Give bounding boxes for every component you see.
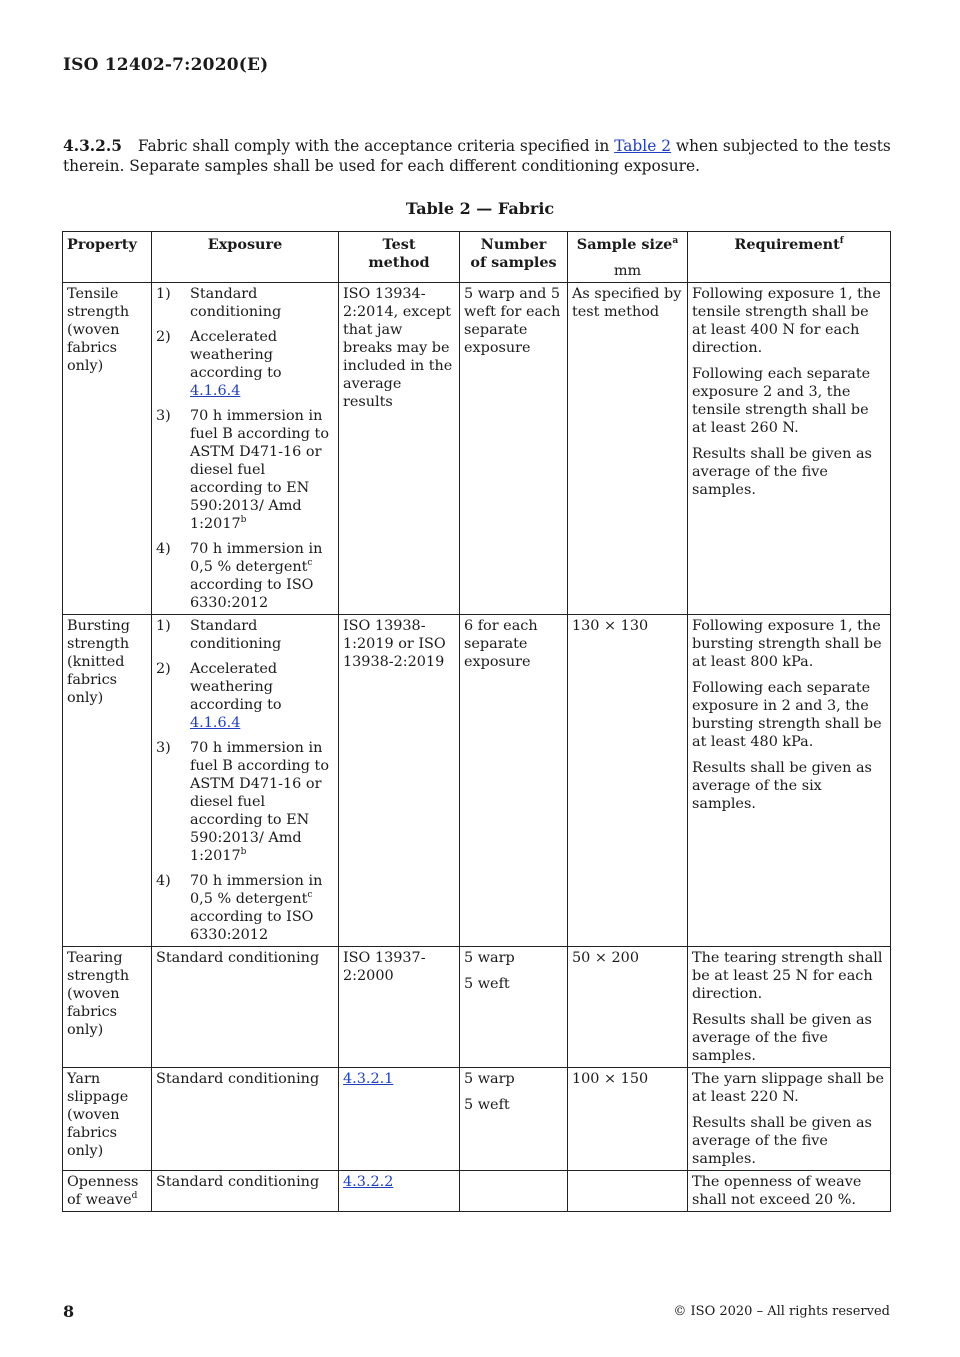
cell-sample-size: [568, 1171, 688, 1212]
clause-text-after: when subjected to the tests therein. Separate samples shall be used for each different conditioning exposure.: [63, 137, 891, 175]
cell-requirement: The openness of weave shall not exceed 20 %.: [688, 1171, 891, 1212]
cell-sample-size: 130 × 130: [568, 615, 688, 947]
exposure-item: 4) 70 h immersion in 0,5 % detergent$^c$ according to ISO 6330:2012: [156, 541, 323, 611]
cell-test-method: [339, 1068, 460, 1171]
cell-sample-size: 100 × 150: [568, 1068, 688, 1171]
clause-link-4-1-6-4[interactable]: 4.1.6.4: [190, 383, 241, 399]
cell-number-of-samples: [460, 1171, 568, 1212]
cell-property: Tearing strength (woven fabrics only): [63, 947, 152, 1068]
table-row-bursting-strength: [63, 615, 891, 947]
header-test-method: Test method: [339, 232, 460, 283]
exposure-item: 1) Standard conditioning: [156, 618, 282, 652]
header-exposure: Exposure: [152, 232, 339, 283]
table-row-tensile-strength: [63, 283, 891, 615]
cell-property: Openness of weave$^d$: [63, 1171, 152, 1212]
cell-exposure: Standard conditioning: [152, 947, 339, 1068]
cell-test-method: [339, 1171, 460, 1212]
sample-size-unit: mm: [613, 263, 642, 279]
clause-link-4-3-2-1[interactable]: 4.3.2.1: [343, 1071, 394, 1087]
header-number-of-samples: Number of samples: [460, 232, 568, 283]
cell-sample-size: As specified by test method: [568, 283, 688, 615]
table-2-link[interactable]: Table 2: [614, 137, 671, 155]
fabric-table: [62, 231, 891, 1212]
cell-number-of-samples: 5 warp 5 weft: [460, 947, 568, 1068]
clause-number: 4.3.2.5: [63, 137, 122, 155]
table-row-tearing-strength: [63, 947, 891, 1068]
exposure-item: 2) Accelerated weathering according to 4.1.6.4: [156, 329, 282, 399]
clause-link-4-1-6-4[interactable]: 4.1.6.4: [190, 715, 241, 731]
clause-text-before: Fabric shall comply with the acceptance criteria specified in: [137, 137, 615, 155]
header-property: Property: [63, 232, 152, 283]
exposure-item: 2) Accelerated weathering according to 4.1.6.4: [156, 661, 282, 731]
cell-property: Yarn slippage (woven fabrics only): [63, 1068, 152, 1171]
cell-exposure: [152, 283, 339, 615]
cell-test-method: ISO 13934-2:2014, except that jaw breaks may be included in the average results: [339, 283, 460, 615]
exposure-item: 1) Standard conditioning: [156, 286, 282, 320]
table-row-openness-of-weave: [63, 1171, 891, 1212]
page-number: 8: [63, 1302, 75, 1321]
exposure-item: 3) 70 h immersion in fuel B according to ASTM D471-16 or diesel fuel according to EN 590:2013/ Amd 1:2017$^b$: [156, 740, 329, 864]
cell-test-method: ISO 13938-1:2019 or ISO 13938-2:2019: [339, 615, 460, 947]
cell-property: Bursting strength (knitted fabrics only): [63, 615, 152, 947]
cell-test-method: ISO 13937-2:2000: [339, 947, 460, 1068]
cell-requirement: The yarn slippage shall be at least 220 N. Results shall be given as average of the five samples.: [688, 1068, 891, 1171]
cell-number-of-samples: 5 warp and 5 weft for each separate exposure: [460, 283, 568, 615]
clause-4-3-2-5: [63, 136, 893, 176]
table-header-row: [63, 232, 891, 283]
header-requirement: Requirement$^f$: [688, 232, 891, 283]
cell-property: Tensile strength (woven fabrics only): [63, 283, 152, 615]
header-sample-size: Sample size$^a$ mm: [568, 232, 688, 283]
copyright-notice: © ISO 2020 – All rights reserved: [673, 1304, 890, 1319]
cell-sample-size: 50 × 200: [568, 947, 688, 1068]
cell-requirement: Following exposure 1, the tensile strength shall be at least 400 N for each direction. Following each separate exposure 2 and 3, the tensile strength shall be at least 260 N. Results shall be given as average of the five samples.: [688, 283, 891, 615]
cell-requirement: The tearing strength shall be at least 25 N for each direction. Results shall be given as average of the five samples.: [688, 947, 891, 1068]
exposure-item: 3) 70 h immersion in fuel B according to ASTM D471-16 or diesel fuel according to EN 590:2013/ Amd 1:2017$^b$: [156, 408, 329, 532]
cell-requirement: Following exposure 1, the bursting strength shall be at least 800 kPa. Following each separate exposure in 2 and 3, the bursting strength shall be at least 480 kPa. Results shall be given as average of the six samples.: [688, 615, 891, 947]
cell-exposure: [152, 615, 339, 947]
document-header: ISO 12402-7:2020(E): [63, 55, 269, 75]
cell-exposure: Standard conditioning: [152, 1068, 339, 1171]
cell-exposure: Standard conditioning: [152, 1171, 339, 1212]
cell-number-of-samples: 6 for each separate exposure: [460, 615, 568, 947]
table-row-yarn-slippage: [63, 1068, 891, 1171]
cell-number-of-samples: 5 warp 5 weft: [460, 1068, 568, 1171]
clause-link-4-3-2-2[interactable]: 4.3.2.2: [343, 1174, 394, 1190]
exposure-item: 4) 70 h immersion in 0,5 % detergent$^c$ according to ISO 6330:2012: [156, 873, 323, 943]
table-title: Table 2 — Fabric: [405, 199, 555, 218]
